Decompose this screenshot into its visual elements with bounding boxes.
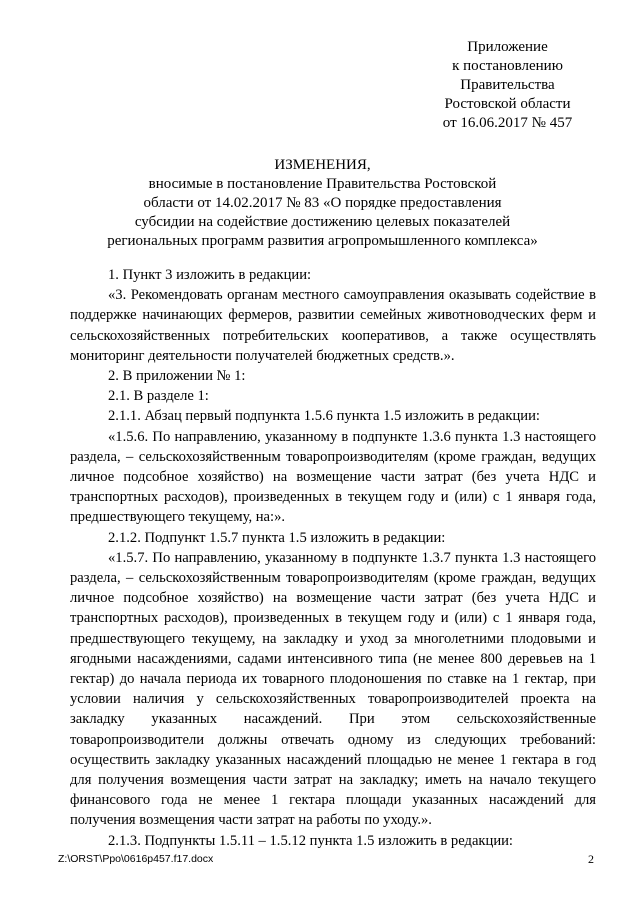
paragraph: 2.1.2. Подпункт 1.5.7 пункта 1.5 изложить в редакции: xyxy=(108,529,446,546)
paragraph: «1.5.7. По направлению, указанному в подпункте 1.3.7 пункта 1.3 настоящего раздела, – сельскохозяйственным товаропроизводителям (кроме граждан, ведущих личное подсобное хозяйство) на возмещение части затрат (без учета НДС и транспортных расходов), произведенных в текущем году и (или) с 1 января года, предшествующего текущему, на закладку и уход за многолетними плодовыми и ягодными насаждениями, садами интенсивного типа (не менее 800 деревьев на 1 гектар) до начала периода их товарного плодоношения по ставке на 1 гектар, при условии наличия у сельскохозяйственных товаропроизводителей проекта на закладку указанных насаждений. При этом сельскохозяйственные товаропроизводители должны отвечать одному из следующих требований: осуществить закладку указанных насаждений площадью не менее 1 гектара в год для получения возмещения части затрат на закладку; иметь на начало текущего финансового года не менее 1 гектара площади указанных насаждений для получения возмещения части затрат на работы по уходу.». xyxy=(70,549,596,829)
document-body xyxy=(70,265,596,851)
title-line: региональных программ развития агропромышленного комплекса» xyxy=(107,233,538,249)
paragraph: 1. Пункт 3 изложить в редакции: xyxy=(108,267,312,283)
annex-line: от 16.06.2017 № 457 xyxy=(442,115,573,131)
page-number: 2 xyxy=(588,852,594,866)
annex-line: к постановлению xyxy=(452,58,563,74)
document-title xyxy=(70,156,575,251)
paragraph: 2. В приложении № 1: xyxy=(108,368,246,385)
paragraph: 2.1.3. Подпункты 1.5.11 – 1.5.12 пункта 1.5 изложить в редакции: xyxy=(108,832,513,849)
paragraph: 2.1.1. Абзац первый подпункта 1.5.6 пункта 1.5 изложить в редакции: xyxy=(108,408,540,425)
paragraph: 2.1. В разделе 1: xyxy=(108,388,209,405)
title-line: субсидии на содействие достижению целевых показателей xyxy=(134,214,511,230)
footer-file-path: Z:\ORST\Ppo\0616p457.f17.docx xyxy=(58,853,214,865)
annex-header xyxy=(420,38,595,133)
paragraph: «3. Рекомендовать органам местного самоуправления оказывать содействие в поддержке начинающих фермеров, развитии семейных животноводческих ферм и сельскохозяйственных потребительских кооперативов, а также осуществлять мониторинг деятельности получателей бюджетных средств.». xyxy=(70,287,596,364)
annex-line: Правительства xyxy=(460,77,555,93)
title-line: области от 14.02.2017 № 83 «О порядке предоставления xyxy=(143,195,502,211)
title-heading: ИЗМЕНЕНИЯ, xyxy=(274,157,371,173)
title-line: вносимые в постановление Правительства Ростовской xyxy=(148,176,497,192)
annex-line: Приложение xyxy=(467,39,548,55)
paragraph: «1.5.6. По направлению, указанному в подпункте 1.3.6 пункта 1.3 настоящего раздела, – сельскохозяйственным товаропроизводителям (кроме граждан, ведущих личное подсобное хозяйство) на возмещение части затрат (без учета НДС и транспортных расходов), произведенных в текущем году и (или) с 1 января года, предшествующего текущему, на:». xyxy=(70,428,596,526)
annex-line: Ростовской области xyxy=(444,96,571,112)
